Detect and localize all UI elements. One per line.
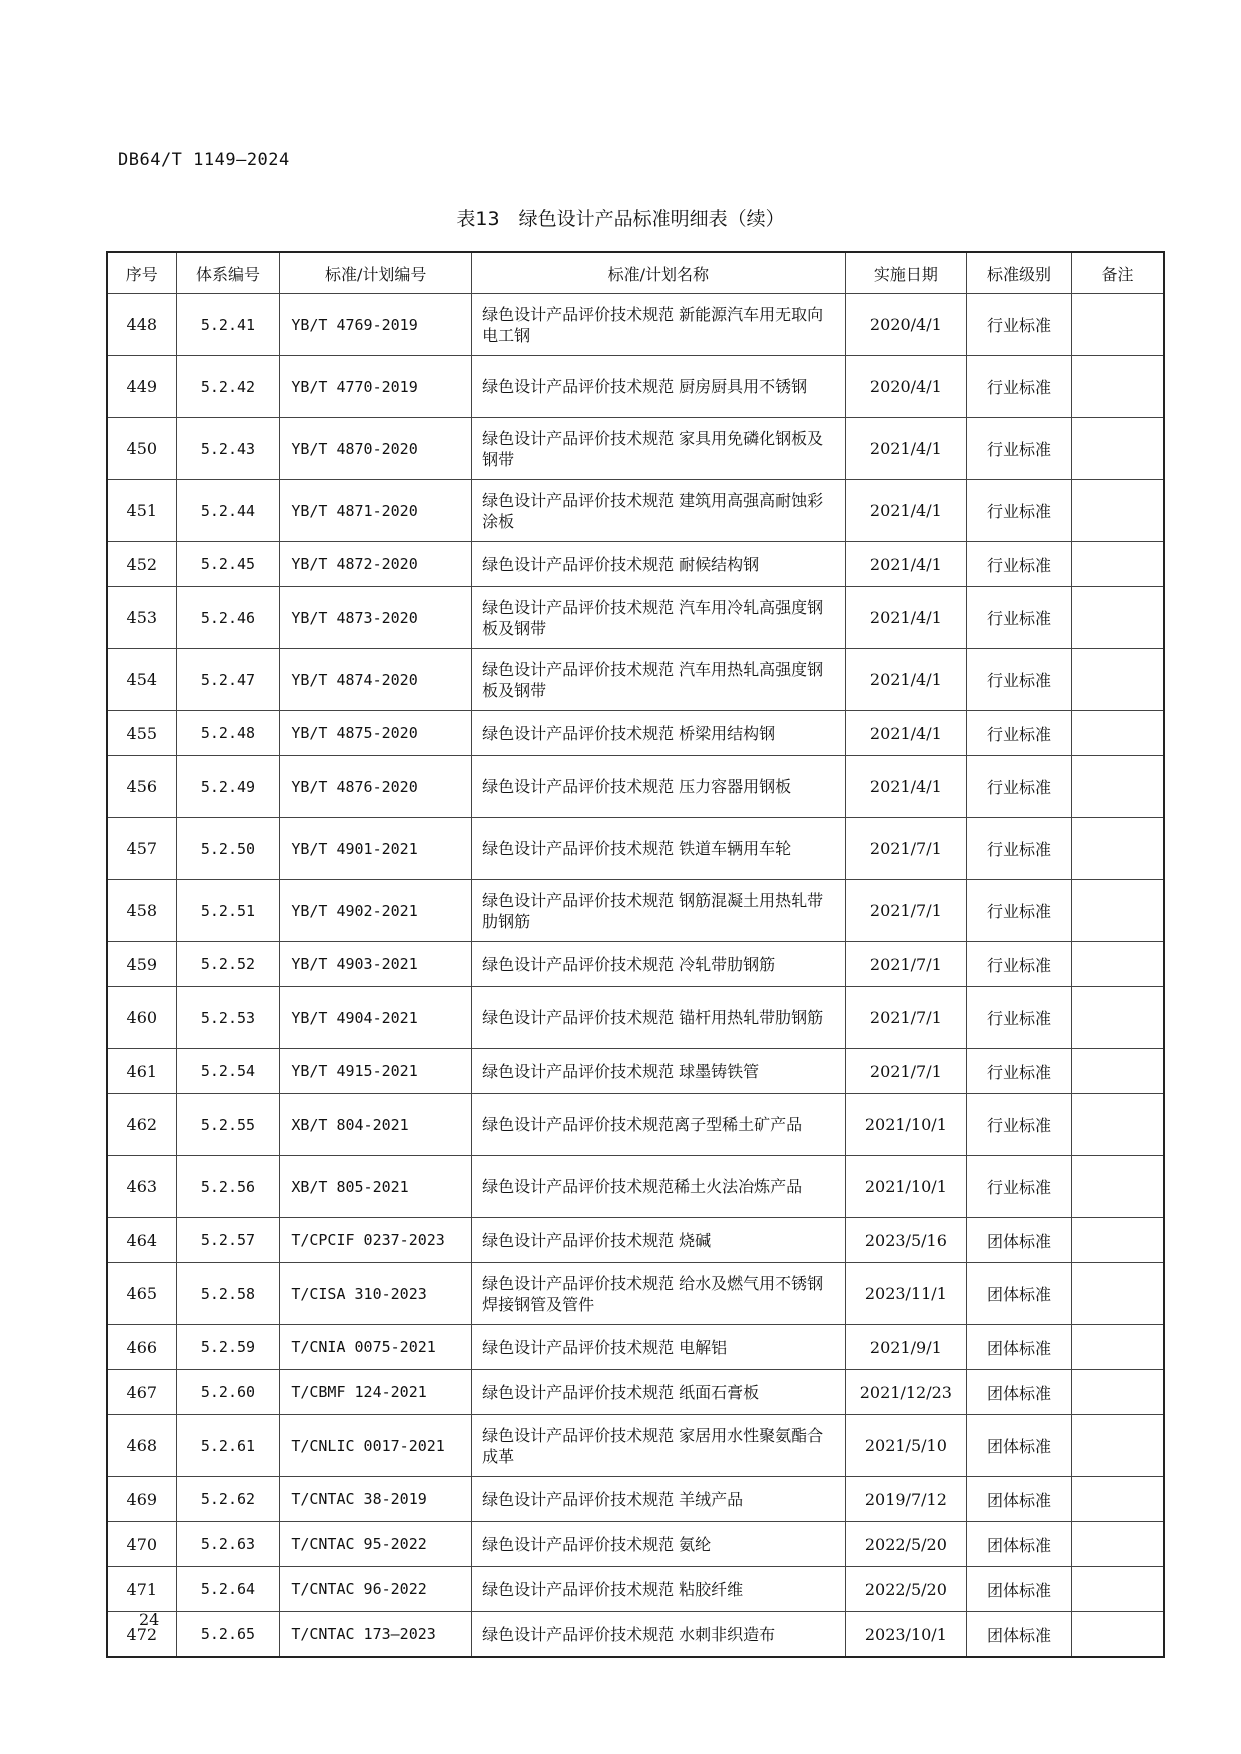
- cell-effective-date: 2020/4/1: [845, 294, 967, 356]
- cell-remarks: [1071, 418, 1164, 480]
- page-number: 24: [139, 1610, 160, 1629]
- cell-system-no: 5.2.49: [176, 756, 280, 818]
- cell-effective-date: 2021/4/1: [845, 711, 967, 756]
- cell-standard-level: 行业标准: [967, 480, 1072, 542]
- cell-remarks: [1071, 1049, 1164, 1094]
- table-row: [107, 1156, 1164, 1218]
- table-row: [107, 1325, 1164, 1370]
- cell-system-no: 5.2.62: [176, 1477, 280, 1522]
- cell-standard-level: 行业标准: [967, 711, 1072, 756]
- cell-effective-date: 2021/4/1: [845, 480, 967, 542]
- cell-effective-date: 2021/12/23: [845, 1370, 967, 1415]
- cell-system-no: 5.2.63: [176, 1522, 280, 1567]
- cell-standard-level: 行业标准: [967, 356, 1072, 418]
- column-header-standard-level: 标准级别: [967, 252, 1072, 294]
- cell-standard-level: 行业标准: [967, 649, 1072, 711]
- cell-standard-name: 绿色设计产品评价技术规范 新能源汽车用无取向电工钢: [472, 294, 846, 356]
- cell-remarks: [1071, 480, 1164, 542]
- cell-remarks: [1071, 1370, 1164, 1415]
- cell-standard-code: YB/T 4915-2021: [280, 1049, 472, 1094]
- cell-serial-no: 468: [107, 1415, 176, 1477]
- cell-standard-name: 绿色设计产品评价技术规范 厨房厨具用不锈钢: [472, 356, 846, 418]
- table-row: [107, 587, 1164, 649]
- cell-effective-date: 2021/7/1: [845, 818, 967, 880]
- column-header-standard-name: 标准/计划名称: [472, 252, 846, 294]
- cell-standard-level: 团体标准: [967, 1612, 1072, 1658]
- cell-effective-date: 2023/5/16: [845, 1218, 967, 1263]
- cell-standard-code: T/CBMF 124-2021: [280, 1370, 472, 1415]
- cell-system-no: 5.2.52: [176, 942, 280, 987]
- cell-serial-no: 451: [107, 480, 176, 542]
- cell-standard-name: 绿色设计产品评价技术规范 压力容器用钢板: [472, 756, 846, 818]
- cell-standard-code: T/CNIA 0075-2021: [280, 1325, 472, 1370]
- cell-standard-name: 绿色设计产品评价技术规范 球墨铸铁管: [472, 1049, 846, 1094]
- cell-serial-no: 456: [107, 756, 176, 818]
- cell-standard-name: 绿色设计产品评价技术规范 建筑用高强高耐蚀彩涂板: [472, 480, 846, 542]
- cell-system-no: 5.2.61: [176, 1415, 280, 1477]
- cell-standard-name: 绿色设计产品评价技术规范 家具用免磷化钢板及钢带: [472, 418, 846, 480]
- cell-system-no: 5.2.64: [176, 1567, 280, 1612]
- cell-system-no: 5.2.46: [176, 587, 280, 649]
- document-code: DB64/T 1149—2024: [118, 150, 290, 170]
- cell-remarks: [1071, 1415, 1164, 1477]
- cell-effective-date: 2021/7/1: [845, 942, 967, 987]
- cell-system-no: 5.2.60: [176, 1370, 280, 1415]
- table-row: [107, 1612, 1164, 1658]
- cell-standard-level: 行业标准: [967, 880, 1072, 942]
- table-title: 表13 绿色设计产品标准明细表（续）: [456, 208, 785, 230]
- cell-serial-no: 448: [107, 294, 176, 356]
- cell-standard-level: 行业标准: [967, 818, 1072, 880]
- cell-remarks: [1071, 1477, 1164, 1522]
- table-row: [107, 1477, 1164, 1522]
- standards-table: [106, 251, 1165, 1658]
- cell-serial-no: 465: [107, 1263, 176, 1325]
- cell-standard-code: YB/T 4769-2019: [280, 294, 472, 356]
- cell-standard-name: 绿色设计产品评价技术规范 耐候结构钢: [472, 542, 846, 587]
- cell-serial-no: 459: [107, 942, 176, 987]
- cell-standard-level: 团体标准: [967, 1567, 1072, 1612]
- cell-effective-date: 2023/11/1: [845, 1263, 967, 1325]
- cell-standard-code: YB/T 4904-2021: [280, 987, 472, 1049]
- cell-system-no: 5.2.47: [176, 649, 280, 711]
- cell-remarks: [1071, 1325, 1164, 1370]
- cell-effective-date: 2021/7/1: [845, 1049, 967, 1094]
- cell-standard-name: 绿色设计产品评价技术规范 烧碱: [472, 1218, 846, 1263]
- cell-serial-no: 471: [107, 1567, 176, 1612]
- cell-standard-name: 绿色设计产品评价技术规范 冷轧带肋钢筋: [472, 942, 846, 987]
- cell-standard-name: 绿色设计产品评价技术规范稀土火法冶炼产品: [472, 1156, 846, 1218]
- cell-standard-level: 团体标准: [967, 1370, 1072, 1415]
- cell-serial-no: 452: [107, 542, 176, 587]
- cell-remarks: [1071, 1612, 1164, 1658]
- cell-serial-no: 449: [107, 356, 176, 418]
- cell-system-no: 5.2.56: [176, 1156, 280, 1218]
- cell-standard-level: 团体标准: [967, 1477, 1072, 1522]
- cell-system-no: 5.2.54: [176, 1049, 280, 1094]
- cell-standard-code: T/CNTAC 96-2022: [280, 1567, 472, 1612]
- cell-standard-name: 绿色设计产品评价技术规范 水刺非织造布: [472, 1612, 846, 1658]
- cell-standard-code: T/CNTAC 95-2022: [280, 1522, 472, 1567]
- column-header-system-no: 体系编号: [176, 252, 280, 294]
- cell-standard-level: 行业标准: [967, 294, 1072, 356]
- cell-effective-date: 2021/4/1: [845, 649, 967, 711]
- cell-system-no: 5.2.41: [176, 294, 280, 356]
- cell-standard-level: 团体标准: [967, 1263, 1072, 1325]
- table-row: [107, 818, 1164, 880]
- cell-standard-name: 绿色设计产品评价技术规范 纸面石膏板: [472, 1370, 846, 1415]
- cell-standard-code: YB/T 4876-2020: [280, 756, 472, 818]
- cell-standard-code: T/CNTAC 173—2023: [280, 1612, 472, 1658]
- cell-standard-level: 团体标准: [967, 1522, 1072, 1567]
- cell-standard-name: 绿色设计产品评价技术规范 汽车用热轧高强度钢板及钢带: [472, 649, 846, 711]
- cell-standard-level: 行业标准: [967, 1094, 1072, 1156]
- cell-remarks: [1071, 356, 1164, 418]
- cell-system-no: 5.2.45: [176, 542, 280, 587]
- table-row: [107, 880, 1164, 942]
- cell-standard-level: 行业标准: [967, 942, 1072, 987]
- cell-system-no: 5.2.59: [176, 1325, 280, 1370]
- cell-remarks: [1071, 711, 1164, 756]
- cell-serial-no: 467: [107, 1370, 176, 1415]
- cell-remarks: [1071, 818, 1164, 880]
- cell-standard-code: T/CNLIC 0017-2021: [280, 1415, 472, 1477]
- cell-remarks: [1071, 1567, 1164, 1612]
- cell-system-no: 5.2.44: [176, 480, 280, 542]
- table-row: [107, 1218, 1164, 1263]
- cell-effective-date: 2022/5/20: [845, 1567, 967, 1612]
- cell-serial-no: 458: [107, 880, 176, 942]
- cell-serial-no: 457: [107, 818, 176, 880]
- column-header-no: 序号: [107, 252, 176, 294]
- cell-system-no: 5.2.57: [176, 1218, 280, 1263]
- cell-remarks: [1071, 294, 1164, 356]
- table-row: [107, 1094, 1164, 1156]
- cell-effective-date: 2022/5/20: [845, 1522, 967, 1567]
- cell-standard-level: 团体标准: [967, 1415, 1072, 1477]
- table-row: [107, 1522, 1164, 1567]
- cell-standard-level: 行业标准: [967, 987, 1072, 1049]
- cell-system-no: 5.2.51: [176, 880, 280, 942]
- cell-system-no: 5.2.43: [176, 418, 280, 480]
- cell-standard-code: YB/T 4871-2020: [280, 480, 472, 542]
- cell-effective-date: 2023/10/1: [845, 1612, 967, 1658]
- cell-remarks: [1071, 587, 1164, 649]
- cell-standard-level: 行业标准: [967, 1049, 1072, 1094]
- cell-standard-name: 绿色设计产品评价技术规范 铁道车辆用车轮: [472, 818, 846, 880]
- cell-system-no: 5.2.50: [176, 818, 280, 880]
- table-row: [107, 294, 1164, 356]
- cell-remarks: [1071, 942, 1164, 987]
- cell-standard-code: YB/T 4872-2020: [280, 542, 472, 587]
- cell-remarks: [1071, 542, 1164, 587]
- cell-serial-no: 454: [107, 649, 176, 711]
- cell-effective-date: 2021/7/1: [845, 880, 967, 942]
- cell-standard-name: 绿色设计产品评价技术规范 粘胶纤维: [472, 1567, 846, 1612]
- cell-effective-date: 2021/10/1: [845, 1156, 967, 1218]
- cell-standard-name: 绿色设计产品评价技术规范 钢筋混凝土用热轧带肋钢筋: [472, 880, 846, 942]
- cell-effective-date: 2021/4/1: [845, 542, 967, 587]
- cell-system-no: 5.2.42: [176, 356, 280, 418]
- cell-remarks: [1071, 1522, 1164, 1567]
- cell-standard-name: 绿色设计产品评价技术规范 给水及燃气用不锈钢焊接钢管及管件: [472, 1263, 846, 1325]
- cell-system-no: 5.2.48: [176, 711, 280, 756]
- cell-system-no: 5.2.58: [176, 1263, 280, 1325]
- table-row: [107, 1567, 1164, 1612]
- cell-remarks: [1071, 649, 1164, 711]
- cell-remarks: [1071, 1156, 1164, 1218]
- cell-standard-code: YB/T 4874-2020: [280, 649, 472, 711]
- cell-remarks: [1071, 880, 1164, 942]
- table-row: [107, 1263, 1164, 1325]
- cell-standard-code: YB/T 4901-2021: [280, 818, 472, 880]
- cell-remarks: [1071, 1218, 1164, 1263]
- cell-serial-no: 472: [107, 1612, 176, 1658]
- cell-standard-code: YB/T 4875-2020: [280, 711, 472, 756]
- cell-standard-code: T/CNTAC 38-2019: [280, 1477, 472, 1522]
- table-row: [107, 480, 1164, 542]
- table-row: [107, 1049, 1164, 1094]
- cell-serial-no: 463: [107, 1156, 176, 1218]
- cell-standard-code: YB/T 4770-2019: [280, 356, 472, 418]
- table-row: [107, 649, 1164, 711]
- cell-effective-date: 2021/4/1: [845, 418, 967, 480]
- table-row: [107, 711, 1164, 756]
- cell-standard-name: 绿色设计产品评价技术规范 电解铝: [472, 1325, 846, 1370]
- column-header-standard-code: 标准/计划编号: [280, 252, 472, 294]
- cell-standard-level: 行业标准: [967, 587, 1072, 649]
- cell-effective-date: 2019/7/12: [845, 1477, 967, 1522]
- cell-remarks: [1071, 756, 1164, 818]
- table-row: [107, 418, 1164, 480]
- cell-standard-name: 绿色设计产品评价技术规范离子型稀土矿产品: [472, 1094, 846, 1156]
- cell-standard-code: YB/T 4873-2020: [280, 587, 472, 649]
- cell-system-no: 5.2.65: [176, 1612, 280, 1658]
- cell-standard-level: 行业标准: [967, 1156, 1072, 1218]
- cell-system-no: 5.2.55: [176, 1094, 280, 1156]
- cell-serial-no: 455: [107, 711, 176, 756]
- cell-effective-date: 2021/9/1: [845, 1325, 967, 1370]
- table-row: [107, 542, 1164, 587]
- cell-standard-code: T/CISA 310-2023: [280, 1263, 472, 1325]
- column-header-remarks: 备注: [1071, 252, 1164, 294]
- cell-standard-level: 行业标准: [967, 542, 1072, 587]
- cell-standard-code: XB/T 804-2021: [280, 1094, 472, 1156]
- cell-remarks: [1071, 1263, 1164, 1325]
- column-header-effective-date: 实施日期: [845, 252, 967, 294]
- cell-serial-no: 460: [107, 987, 176, 1049]
- cell-standard-code: T/CPCIF 0237-2023: [280, 1218, 472, 1263]
- cell-standard-level: 团体标准: [967, 1218, 1072, 1263]
- cell-effective-date: 2021/4/1: [845, 587, 967, 649]
- cell-serial-no: 461: [107, 1049, 176, 1094]
- cell-effective-date: 2021/5/10: [845, 1415, 967, 1477]
- table-row: [107, 356, 1164, 418]
- cell-standard-name: 绿色设计产品评价技术规范 桥梁用结构钢: [472, 711, 846, 756]
- cell-standard-code: YB/T 4870-2020: [280, 418, 472, 480]
- cell-standard-code: XB/T 805-2021: [280, 1156, 472, 1218]
- cell-standard-code: YB/T 4903-2021: [280, 942, 472, 987]
- cell-effective-date: 2020/4/1: [845, 356, 967, 418]
- table-row: [107, 942, 1164, 987]
- cell-remarks: [1071, 1094, 1164, 1156]
- table-row: [107, 1415, 1164, 1477]
- cell-standard-name: 绿色设计产品评价技术规范 家居用水性聚氨酯合成革: [472, 1415, 846, 1477]
- cell-serial-no: 462: [107, 1094, 176, 1156]
- cell-system-no: 5.2.53: [176, 987, 280, 1049]
- table-row: [107, 1370, 1164, 1415]
- table-body: [107, 294, 1164, 1658]
- cell-standard-name: 绿色设计产品评价技术规范 汽车用冷轧高强度钢板及钢带: [472, 587, 846, 649]
- cell-standard-name: 绿色设计产品评价技术规范 氨纶: [472, 1522, 846, 1567]
- table-row: [107, 987, 1164, 1049]
- cell-serial-no: 453: [107, 587, 176, 649]
- cell-serial-no: 450: [107, 418, 176, 480]
- cell-serial-no: 469: [107, 1477, 176, 1522]
- cell-serial-no: 464: [107, 1218, 176, 1263]
- table-header-row: [107, 252, 1164, 294]
- cell-standard-code: YB/T 4902-2021: [280, 880, 472, 942]
- cell-effective-date: 2021/4/1: [845, 756, 967, 818]
- cell-standard-name: 绿色设计产品评价技术规范 锚杆用热轧带肋钢筋: [472, 987, 846, 1049]
- cell-effective-date: 2021/10/1: [845, 1094, 967, 1156]
- cell-effective-date: 2021/7/1: [845, 987, 967, 1049]
- cell-serial-no: 470: [107, 1522, 176, 1567]
- table-row: [107, 756, 1164, 818]
- cell-standard-name: 绿色设计产品评价技术规范 羊绒产品: [472, 1477, 846, 1522]
- cell-remarks: [1071, 987, 1164, 1049]
- cell-standard-level: 行业标准: [967, 418, 1072, 480]
- cell-standard-level: 团体标准: [967, 1325, 1072, 1370]
- cell-serial-no: 466: [107, 1325, 176, 1370]
- cell-standard-level: 行业标准: [967, 756, 1072, 818]
